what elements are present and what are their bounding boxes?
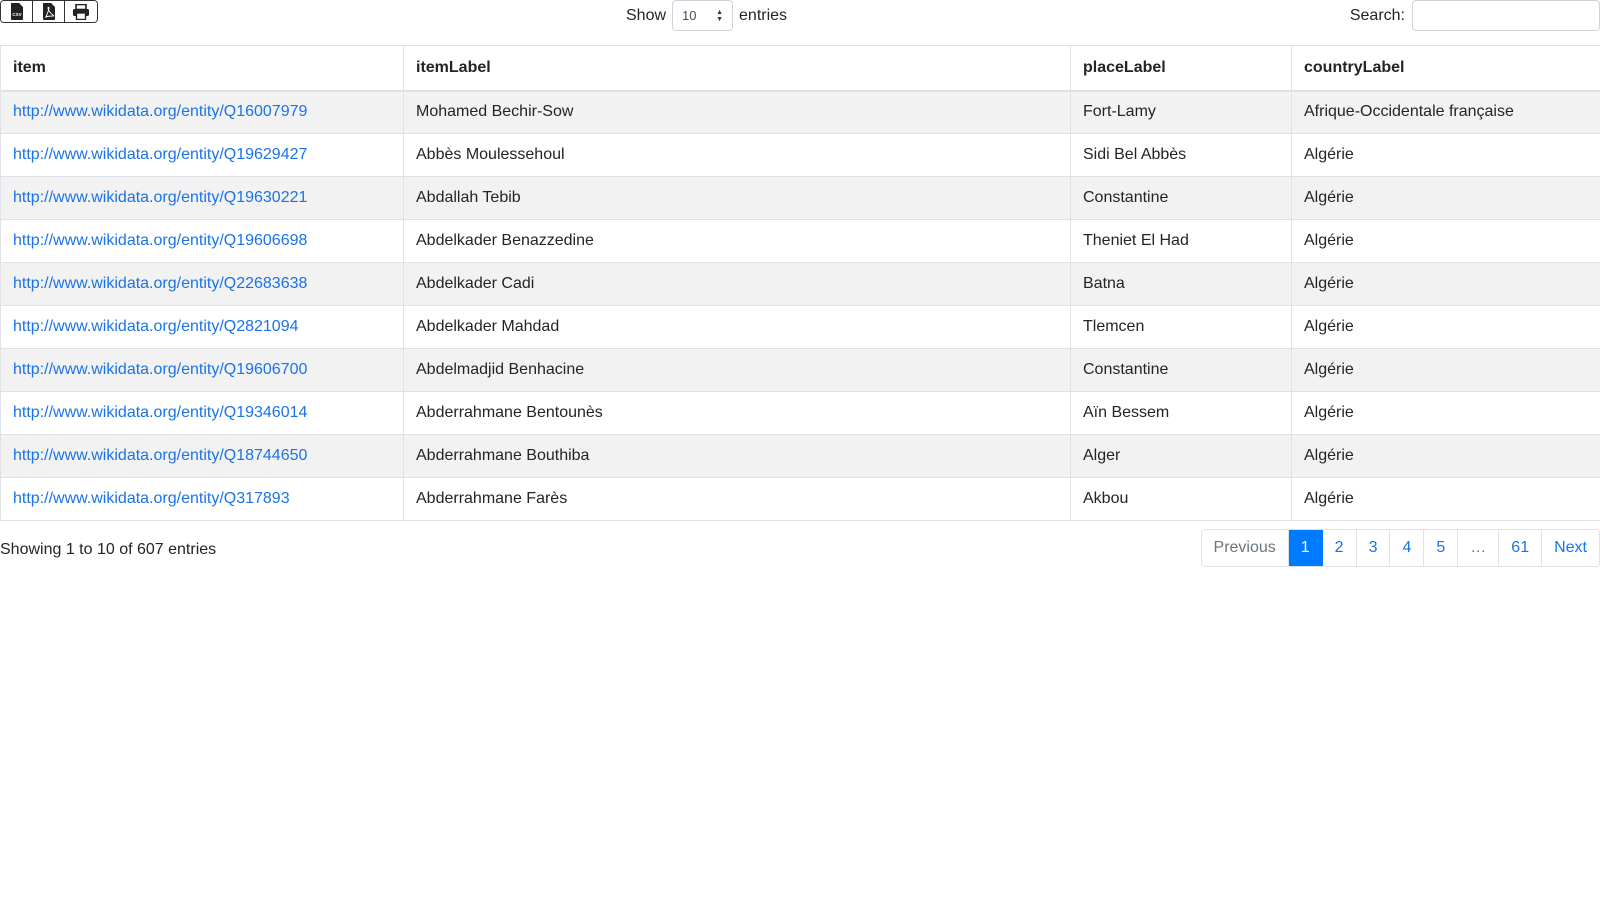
itemlabel-cell: Mohamed Bechir-Sow (404, 91, 1071, 134)
page-button-2[interactable]: 2 (1323, 530, 1357, 566)
countrylabel-cell: Algérie (1292, 134, 1600, 177)
item-cell (1, 478, 404, 521)
table-row (1, 134, 1600, 177)
table-header-row (1, 46, 1600, 91)
placelabel-cell: Aïn Bessem (1071, 392, 1292, 435)
table-row (1, 478, 1600, 521)
item-link[interactable]: http://www.wikidata.org/entity/Q22683638 (13, 275, 308, 292)
page-length-select[interactable] (672, 0, 733, 31)
item-link[interactable]: http://www.wikidata.org/entity/Q19606698 (13, 232, 308, 249)
countrylabel-cell: Algérie (1292, 263, 1600, 306)
item-cell (1, 435, 404, 478)
select-arrows-icon: ▲ ▼ (716, 9, 724, 23)
page-button-61[interactable]: 61 (1499, 530, 1542, 566)
countrylabel-cell: Algérie (1292, 306, 1600, 349)
page-button-5[interactable]: 5 (1424, 530, 1458, 566)
page-length-value: 10 (682, 8, 697, 23)
table-row (1, 392, 1600, 435)
placelabel-cell: Constantine (1071, 177, 1292, 220)
page-button-1[interactable]: 1 (1289, 530, 1323, 566)
item-cell (1, 306, 404, 349)
item-link[interactable]: http://www.wikidata.org/entity/Q2821094 (13, 318, 299, 335)
previous-page-button[interactable]: Previous (1202, 530, 1289, 566)
itemlabel-cell: Abdallah Tebib (404, 177, 1071, 220)
itemlabel-cell: Abdelmadjid Benhacine (404, 349, 1071, 392)
item-link[interactable]: http://www.wikidata.org/entity/Q18744650 (13, 447, 308, 464)
countrylabel-cell: Afrique-Occidentale française (1292, 91, 1600, 134)
column-header-placelabel[interactable]: placeLabel (1071, 46, 1292, 91)
countrylabel-cell: Algérie (1292, 392, 1600, 435)
countrylabel-cell: Algérie (1292, 220, 1600, 263)
placelabel-cell: Akbou (1071, 478, 1292, 521)
item-link[interactable]: http://www.wikidata.org/entity/Q317893 (13, 490, 290, 507)
item-cell (1, 349, 404, 392)
itemlabel-cell: Abdelkader Mahdad (404, 306, 1071, 349)
itemlabel-cell: Abderrahmane Farès (404, 478, 1071, 521)
placelabel-cell: Sidi Bel Abbès (1071, 134, 1292, 177)
column-header-itemlabel[interactable]: itemLabel (404, 46, 1071, 91)
itemlabel-cell: Abbès Moulessehoul (404, 134, 1071, 177)
table-row (1, 435, 1600, 478)
column-header-countrylabel[interactable]: countryLabel (1292, 46, 1600, 91)
countrylabel-cell: Algérie (1292, 435, 1600, 478)
itemlabel-cell: Abdelkader Benazzedine (404, 220, 1071, 263)
item-link[interactable]: http://www.wikidata.org/entity/Q19606700 (13, 361, 308, 378)
entries-label: entries (739, 6, 788, 24)
print-icon (72, 4, 90, 20)
item-cell (1, 134, 404, 177)
show-label: Show (626, 6, 667, 24)
item-cell (1, 220, 404, 263)
item-link[interactable]: http://www.wikidata.org/entity/Q19630221 (13, 189, 308, 206)
print-button[interactable] (65, 1, 97, 22)
item-link[interactable]: http://www.wikidata.org/entity/Q19629427 (13, 146, 308, 163)
placelabel-cell: Theniet El Had (1071, 220, 1292, 263)
countrylabel-cell: Algérie (1292, 349, 1600, 392)
table-row (1, 220, 1600, 263)
placelabel-cell: Constantine (1071, 349, 1292, 392)
table-row (1, 263, 1600, 306)
csv-file-icon (10, 3, 24, 20)
item-cell (1, 263, 404, 306)
table-info: Showing 1 to 10 of 607 entries (0, 541, 217, 558)
results-table (0, 45, 1600, 521)
item-cell (1, 177, 404, 220)
placelabel-cell: Tlemcen (1071, 306, 1292, 349)
placelabel-cell: Alger (1071, 435, 1292, 478)
item-link[interactable]: http://www.wikidata.org/entity/Q19346014 (13, 404, 308, 421)
csv-badge: CSV (11, 12, 22, 17)
itemlabel-cell: Abderrahmane Bouthiba (404, 435, 1071, 478)
table-body (1, 91, 1600, 521)
countrylabel-cell: Algérie (1292, 177, 1600, 220)
export-button-group (0, 0, 98, 23)
pagination-ellipsis: … (1458, 530, 1499, 566)
table-controls (0, 0, 1600, 45)
itemlabel-cell: Abdelkader Cadi (404, 263, 1071, 306)
pagination (1201, 529, 1600, 567)
item-cell (1, 91, 404, 134)
page-length-control (626, 0, 787, 31)
item-cell (1, 392, 404, 435)
placelabel-cell: Batna (1071, 263, 1292, 306)
table-row (1, 177, 1600, 220)
page-button-3[interactable]: 3 (1357, 530, 1391, 566)
itemlabel-cell: Abderrahmane Bentounès (404, 392, 1071, 435)
search-input[interactable] (1412, 0, 1600, 31)
column-header-item[interactable]: item (1, 46, 404, 91)
placelabel-cell: Fort-Lamy (1071, 91, 1292, 134)
countrylabel-cell: Algérie (1292, 478, 1600, 521)
search-label: Search: (1349, 6, 1405, 24)
item-link[interactable]: http://www.wikidata.org/entity/Q16007979 (13, 103, 308, 121)
table-footer (0, 521, 1600, 581)
next-page-button[interactable]: Next (1542, 530, 1599, 566)
pdf-file-icon (42, 3, 56, 20)
search-control (1350, 0, 1600, 31)
page-button-4[interactable]: 4 (1390, 530, 1424, 566)
table-row (1, 91, 1600, 134)
table-row (1, 349, 1600, 392)
pdf-export-button[interactable] (33, 1, 65, 22)
csv-export-button[interactable] (1, 1, 33, 22)
table-row (1, 306, 1600, 349)
